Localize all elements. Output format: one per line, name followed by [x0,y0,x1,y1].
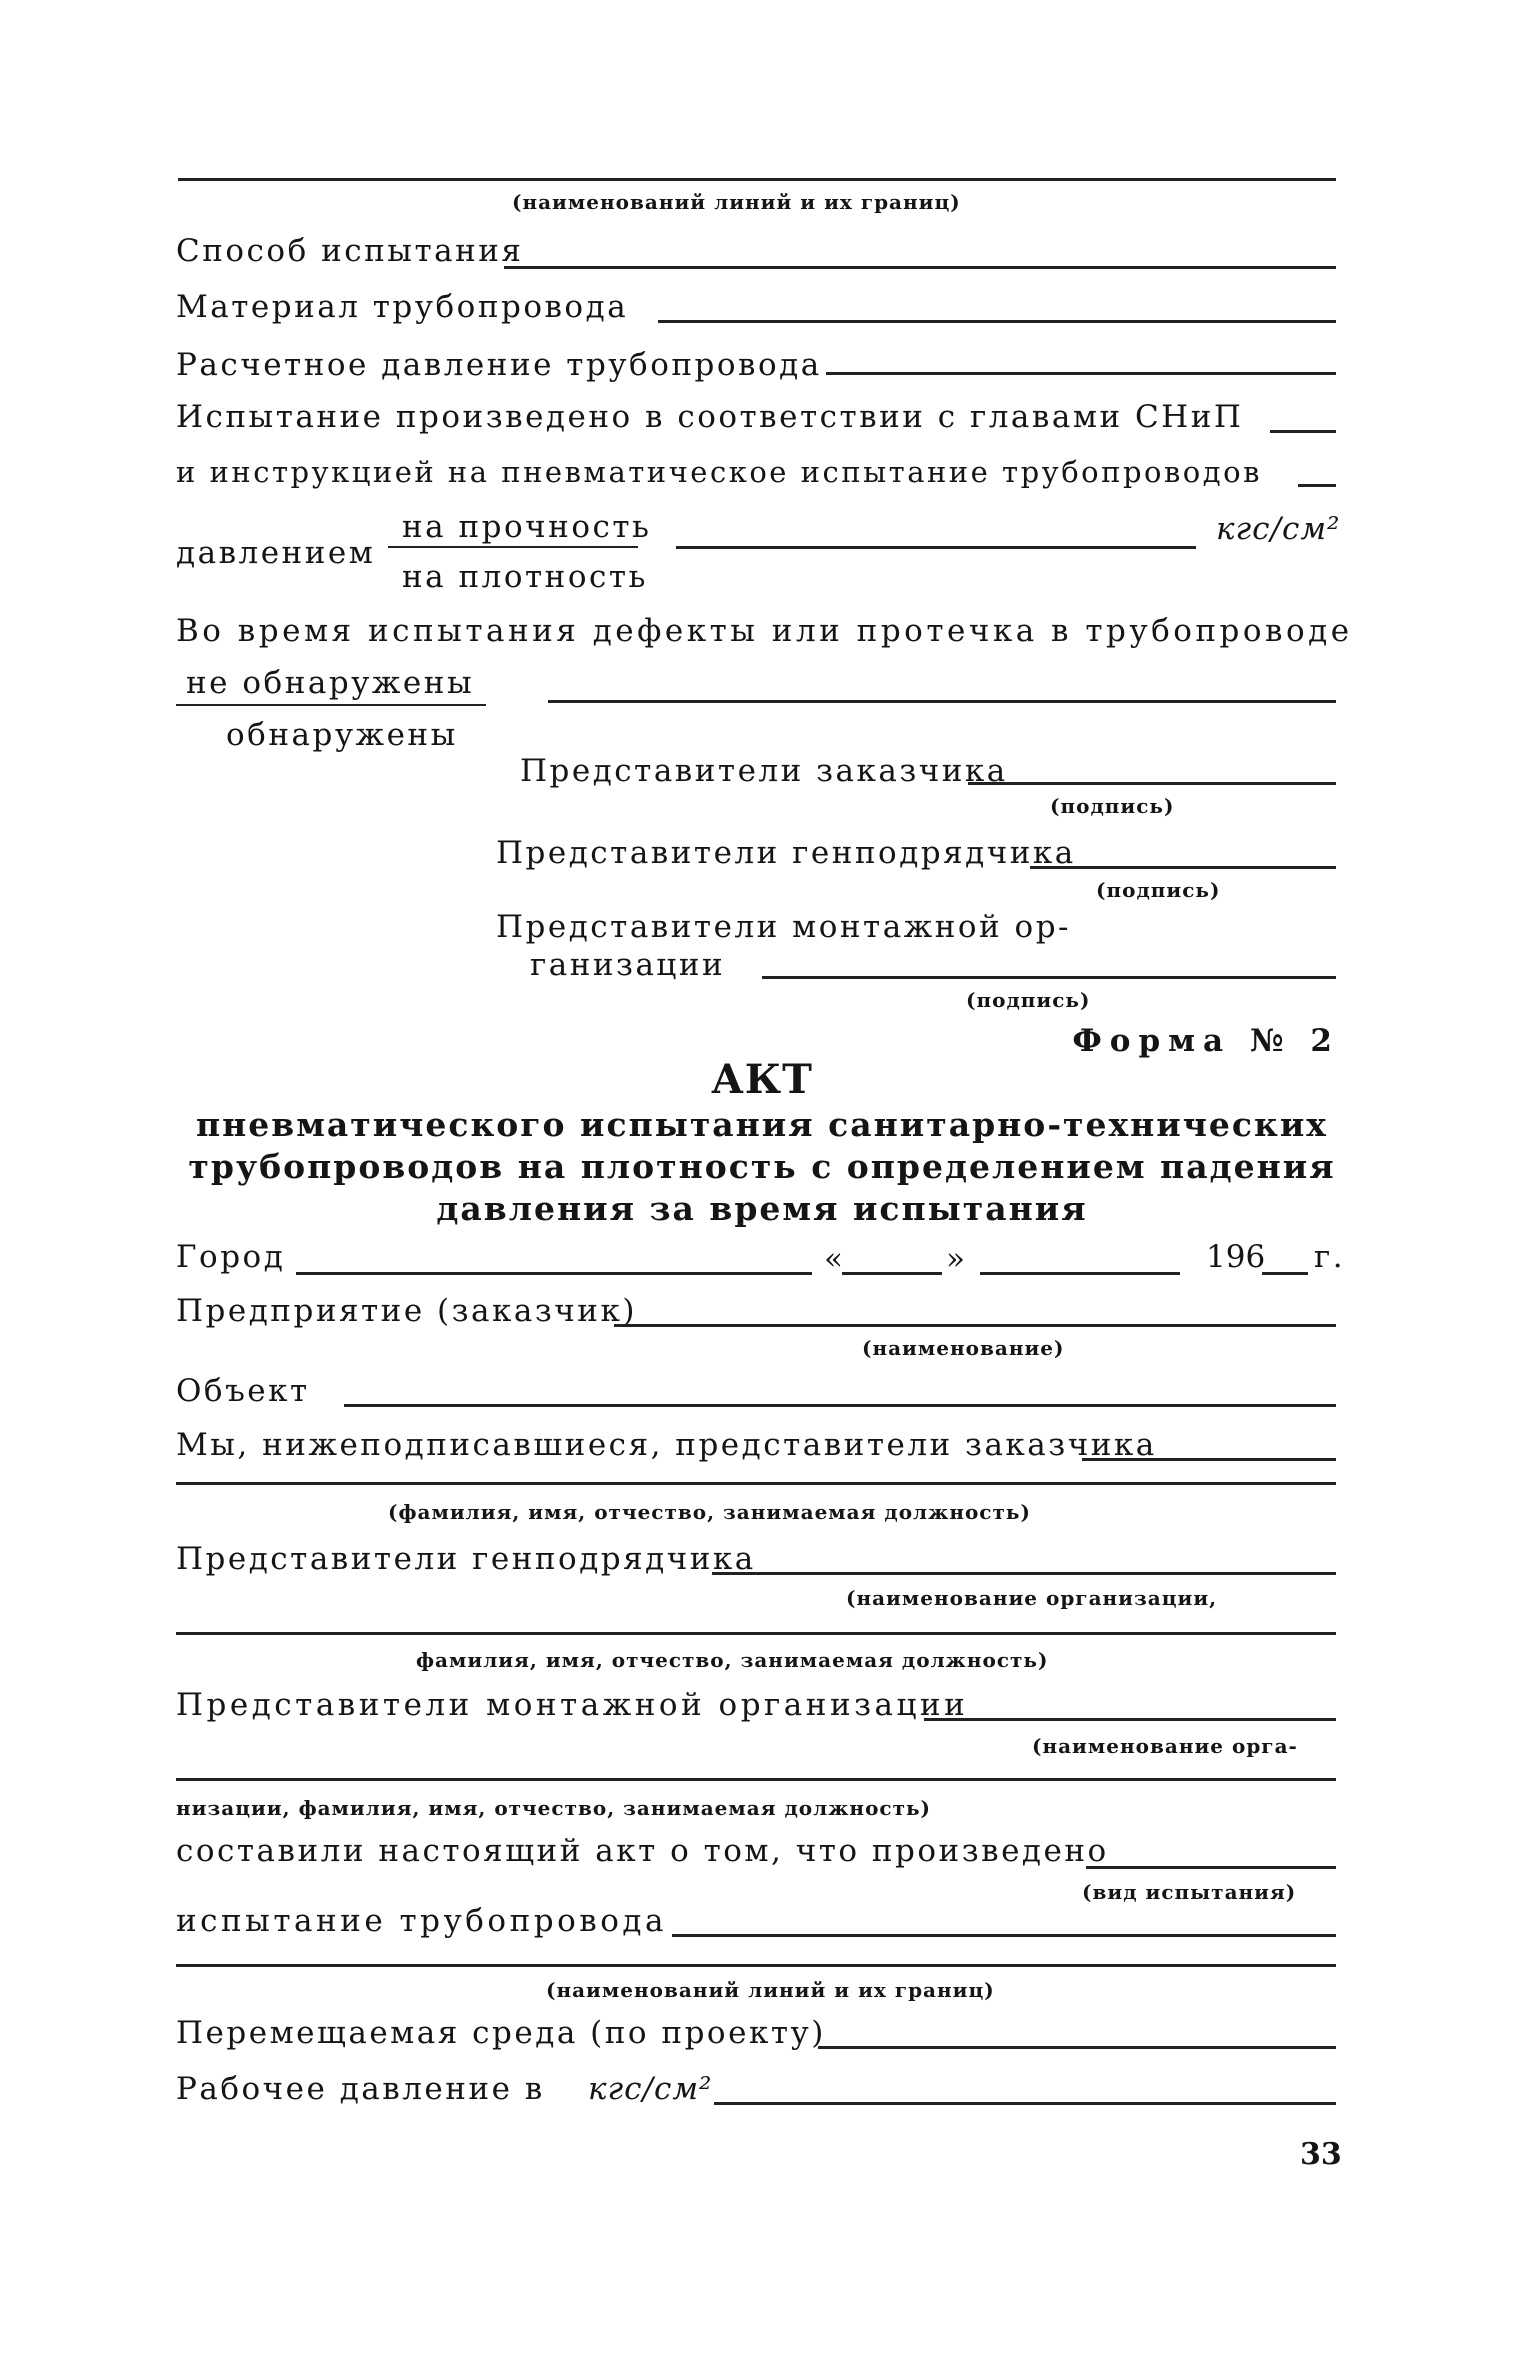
document-subtitle-line3: давления за время испытания [436,1189,1088,1228]
density-label: на плотность [402,559,648,595]
year-field[interactable] [1262,1272,1308,1275]
assembly-reps-label-cont: ганизации [530,947,726,983]
medium-field[interactable] [818,2046,1336,2049]
working-pressure-unit: кгс/см² [588,2071,713,2107]
assembly-reps-field[interactable] [924,1718,1336,1721]
instruction-label: и инструкцией на пневматическое испытание трубопроводов [176,455,1262,489]
page-number: 33 [1300,2137,1342,2172]
pipe-test-field-line2[interactable] [176,1964,1336,1967]
object-label: Объект [176,1373,310,1409]
document-subtitle-line2: трубопроводов на плотность с определением падения [188,1147,1336,1186]
org-name-caption: (наименование организации, [846,1586,1218,1610]
city-label: Город [176,1239,286,1275]
pipe-material-field[interactable] [658,320,1336,323]
assembly-signature-field[interactable] [762,976,1336,979]
defects-field[interactable] [548,700,1336,703]
working-pressure-field[interactable] [714,2102,1336,2105]
medium-label: Перемещаемая среда (по проекту) [176,2015,826,2051]
design-pressure-label: Расчетное давление трубопровода [176,347,822,383]
strength-label: на прочность [402,509,652,545]
fio-caption-2: фамилия, имя, отчество, занимаемая должность) [416,1648,1049,1672]
city-field[interactable] [296,1272,812,1275]
assembly-reps-label: Представители монтажной организации [176,1687,969,1723]
quote-close: » [946,1241,968,1277]
test-snip-label: Испытание произведено в соответствии с главами СНиП [176,399,1244,435]
customer-reps-field-line2[interactable] [176,1482,1336,1485]
strength-underline [388,546,638,548]
contractor-reps-field[interactable] [712,1572,1336,1575]
name-caption: (наименование) [862,1336,1065,1360]
lines-borders-caption: (наименований линий и их границ) [512,190,961,214]
snip-field[interactable] [1270,430,1336,433]
month-field[interactable] [980,1272,1180,1275]
day-field[interactable] [842,1272,942,1275]
org-name-caption-2: (наименование орга- [1032,1734,1298,1758]
pressure-unit-label: кгс/см² [1216,511,1341,547]
compiled-label: составили настоящий акт о том, что произведено [176,1833,1109,1869]
enterprise-label: Предприятие (заказчик) [176,1293,637,1329]
customer-reps-field[interactable] [1082,1458,1336,1461]
pipe-test-label: испытание трубопровода [176,1903,667,1939]
form-number: Форма № 2 [1072,1023,1340,1059]
fio-caption: (фамилия, имя, отчество, занимаемая должность) [388,1500,1031,1524]
test-performed-field[interactable] [1086,1866,1336,1869]
contractor-reps-field-line2[interactable] [176,1632,1336,1635]
working-pressure-label: Рабочее давление в [176,2071,545,2107]
design-pressure-field[interactable] [826,372,1336,375]
year-prefix: 196 [1206,1239,1266,1275]
pressure-label: давлением [176,535,376,571]
signature-caption: (подпись) [966,988,1091,1012]
test-type-caption: (вид испытания) [1082,1880,1297,1904]
lines-borders-caption-2: (наименований линий и их границ) [546,1978,995,2002]
defects-label: Во время испытания дефекты или протечка в трубопроводе [176,613,1353,649]
instruction-field[interactable] [1298,484,1336,487]
found-label: обнаружены [226,717,458,753]
pipe-test-field[interactable] [672,1934,1336,1937]
not-found-label: не обнаружены [186,665,475,701]
test-method-field[interactable] [504,266,1336,269]
document-title: АКТ [711,1056,813,1103]
year-suffix: г. [1314,1239,1346,1275]
top-rule [178,178,1336,181]
assembly-reps-field-line2[interactable] [176,1778,1336,1781]
test-method-label: Способ испытания [176,233,524,269]
not-found-underline [176,704,486,706]
contractor-reps-label: Представители генподрядчика [176,1541,756,1577]
customer-reps-label: Представители заказчика [520,753,1008,789]
quote-open: « [824,1241,846,1277]
we-signed-label: Мы, нижеподписавшиеся, представители заказчика [176,1427,1157,1463]
signature-caption: (подпись) [1050,794,1175,818]
pipe-material-label: Материал трубопровода [176,289,629,325]
assembly-reps-label: Представители монтажной ор- [496,909,1072,945]
org-fio-caption: низации, фамилия, имя, отчество, занимаемая должность) [176,1796,932,1820]
signature-caption: (подпись) [1096,878,1221,902]
customer-signature-field[interactable] [968,782,1336,785]
pressure-value-field[interactable] [676,546,1196,549]
contractor-signature-field[interactable] [1030,866,1336,869]
enterprise-field[interactable] [614,1324,1336,1327]
contractor-reps-label: Представители генподрядчика [496,835,1076,871]
object-field[interactable] [344,1404,1336,1407]
document-subtitle-line1: пневматического испытания санитарно-технических [196,1105,1328,1144]
